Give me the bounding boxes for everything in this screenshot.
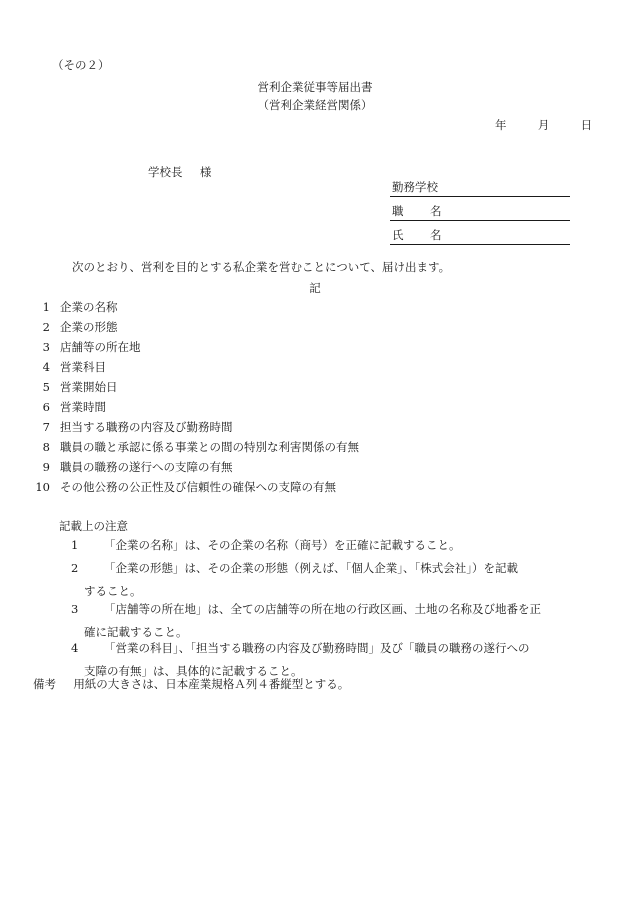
list-item: 4 営業科目 — [42, 360, 106, 374]
job-label-2: 名 — [430, 204, 442, 218]
list-item: 7 担当する職務の内容及び勤務時間 — [42, 420, 233, 434]
notes-title: 記載上の注意 — [59, 519, 128, 533]
job-label-1: 職 — [392, 204, 404, 218]
date-line — [495, 117, 592, 133]
note-item: 4 「営業の科目」、「担当する職務の内容及び勤務時間」及び「職員の職務の遂行への 支障の有無」は、具体的に記載すること。 — [71, 641, 530, 678]
list-item: 5 営業開始日 — [42, 380, 118, 394]
date-month: 月 — [537, 118, 550, 132]
addressee — [148, 164, 211, 180]
note-item: 3 「店舗等の所在地」は、全ての店舗等の所在地の行政区画、土地の名称及び地番を正 確に記載すること。 — [71, 602, 541, 639]
document-subtitle: （営利企業経営関係） — [257, 98, 373, 112]
list-item: 8 職員の職と承認に係る事業との間の特別な利害関係の有無 — [42, 440, 359, 454]
date-year: 年 — [495, 118, 507, 132]
document-title: 営利企業従事等届出書 — [257, 80, 373, 94]
name-label-2: 名 — [430, 228, 442, 242]
addressee-honorific: 様 — [199, 165, 212, 179]
list-item: 10 その他公務の公正性及び信頼性の確保への支障の有無 — [35, 480, 336, 494]
ki-heading: 記 — [309, 281, 321, 295]
date-day: 日 — [580, 118, 593, 132]
job-title-field[interactable] — [390, 202, 570, 221]
list-item: 3 店舗等の所在地 — [42, 340, 141, 354]
school-field[interactable] — [390, 178, 570, 197]
list-item: 9 職員の職務の遂行への支障の有無 — [42, 460, 233, 474]
note-item: 2 「企業の形態」は、その企業の形態（例えば、「個人企業」、「株式会社」）を記載 すること。 — [71, 561, 518, 598]
remarks-label: 備考 — [33, 677, 56, 691]
name-field[interactable] — [390, 226, 570, 245]
school-label: 勤務学校 — [392, 180, 438, 194]
remarks-text: 用紙の大きさは、日本産業規格Ａ列４番縦型とする。 — [73, 677, 350, 691]
remarks — [33, 676, 349, 692]
intro-text: 次のとおり、営利を目的とする私企業を営むことについて、届け出ます。 — [72, 260, 451, 274]
name-label-1: 氏 — [392, 228, 404, 242]
note-item: 1 「企業の名称」は、その企業の名称（商号）を正確に記載すること。 — [71, 538, 461, 552]
list-item: 1 企業の名称 — [42, 300, 118, 314]
addressee-name: 学校長 — [148, 165, 183, 179]
form-number: （その２） — [52, 58, 110, 72]
list-item: 2 企業の形態 — [42, 320, 118, 334]
list-item: 6 営業時間 — [42, 400, 106, 414]
